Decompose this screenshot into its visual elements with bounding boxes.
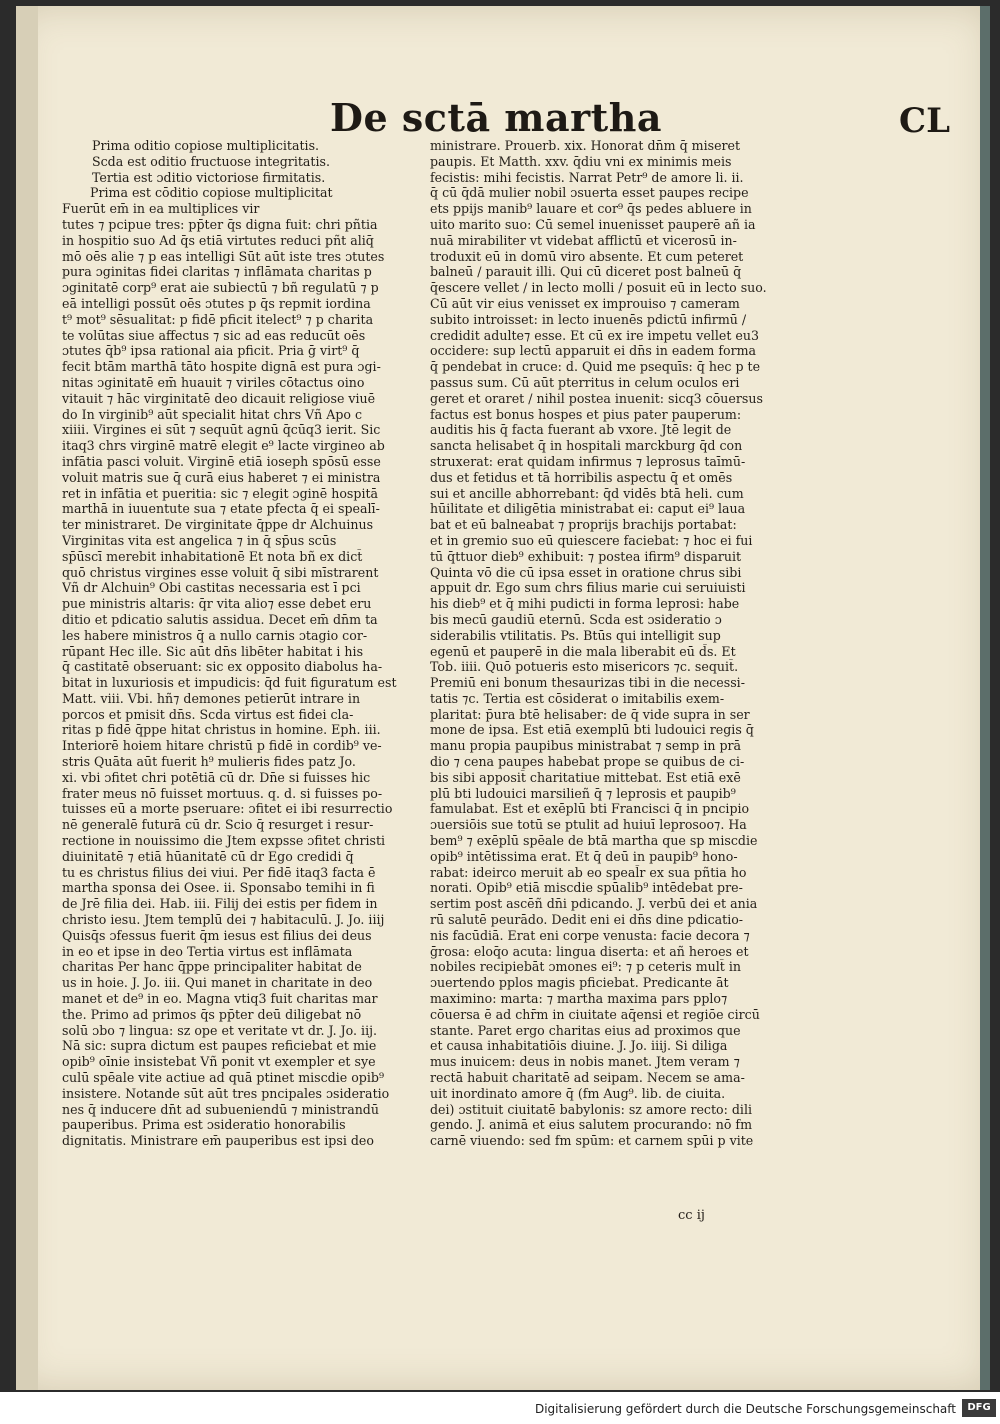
- text-line: nis facūdiā. Erat eni corpe venusta: facie decora ⁊: [430, 927, 750, 943]
- text-line: tutes ⁊ pcipue tres: pp̄ter q̄s digna fuit: chri pñtia: [62, 216, 378, 232]
- text-line: dio ⁊ cena paupes habebat prope se quibus de ci-: [430, 754, 745, 770]
- text-line: bat et eū balneabat ⁊ proprijs brachijs portabat:: [430, 517, 737, 533]
- text-line: in hospitio suo Ad q̄s etiā virtutes reduci pñt aliq̄: [62, 232, 374, 248]
- text-line: do In virginib⁹ aūt specialit hitat chrs Vñ Apo c: [62, 406, 363, 422]
- dfg-logo: DFG: [962, 1399, 996, 1417]
- text-line: appuit dr. Ego sum chrs filius marie cui seruiuisti: [430, 580, 746, 596]
- text-line: Premiū eni bonum thesaurizas tibi in die necessi-: [430, 675, 745, 691]
- text-line: de Jrē filia dei. Hab. iii. Filij dei estis per fidem in: [62, 896, 378, 912]
- text-line: balneū / parauit illi. Qui cū diceret post balneū q̄: [430, 264, 742, 280]
- text-line: nitas ɔginitatē em̄ huauit ⁊ viriles cōtactus oino: [62, 374, 365, 390]
- page-gutter: [16, 6, 38, 1390]
- text-line: struxerat: erat quidam infirmus ⁊ leprosus taīmū-: [430, 453, 746, 469]
- text-line: tatis ⁊c. Tertia est cōsiderat o imitabilis exem-: [430, 690, 725, 706]
- text-line: xi. vbi ɔfitet chri potētiā cū dr. Dn̄e si fuisses hic: [62, 769, 371, 785]
- text-line: q̄ cū q̄dā mulier nobil ɔsuerta esset paupes recipe: [430, 185, 749, 201]
- text-line: ɔuertendo pplos magis pficiebat. Predicante āt: [430, 975, 729, 991]
- text-line: ɔginitatē corp⁹ erat aie subiectū ⁊ bñ regulatū ⁊ p: [62, 280, 379, 296]
- text-line: Nā sic: supra dictum est paupes reficiebat et mie: [62, 1038, 377, 1054]
- text-line: uit inordinato amore q̄ (fm Aug⁹. lib. de ciuita.: [430, 1085, 726, 1101]
- text-line: et causa inhabitatiōis diuine. J. Jo. iiij. Si diliga: [430, 1038, 728, 1054]
- text-line: us in hoie. J. Jo. iii. Qui manet in charitate in deo: [62, 975, 373, 991]
- text-line: ritas p fidē q̄ppe hitat christus in homine. Eph. iii.: [62, 722, 381, 738]
- text-line: plaritat: p̄ura btē helisaber: de q̄ vide supra in ser: [430, 706, 750, 722]
- text-line: nes q̄ inducere dn̄t ad subueniendū ⁊ ministrandū: [62, 1101, 379, 1117]
- text-line: ter ministraret. De virginitate q̄ppe dr Alchuinus: [62, 517, 374, 533]
- text-line: stante. Paret ergo charitas eius ad proximos que: [430, 1022, 741, 1038]
- text-line: ret in infātia et pueritia: sic ⁊ elegit ɔginē hospitā: [62, 485, 379, 501]
- text-line: factus est bonus hospes et pius pater pauperum:: [430, 406, 742, 422]
- text-line: pura ɔginitas fidei claritas ⁊ inflāmata charitas p: [62, 264, 372, 280]
- text-line: frater meus nō fuisset mortuus. q. d. si fuisses po-: [62, 785, 383, 801]
- text-line: q̄ castitatē obseruant: sic ex opposito diabolus ha-: [62, 659, 383, 675]
- text-line: bitat in luxuriosis et impudicis: q̄d fuit figuratum est: [62, 675, 397, 691]
- page-edge: [980, 6, 990, 1390]
- text-line: christo iesu. Jtem templū dei ⁊ habitaculū. J. Jo. iiij: [62, 912, 385, 928]
- text-line: t⁹ mot⁹ sēsualitat: p fidē pficit itelect⁹ ⁊ p charita: [62, 311, 374, 327]
- text-line: Cū aūt vir eius venisset ex improuiso ⁊ cameram: [430, 295, 740, 311]
- text-line: ministrare. Prouerb. xix. Honorat dn̄m q̄ miseret: [430, 138, 741, 153]
- text-line: plū bti ludouici marsilieñ q̄ ⁊ leprosis et paupib⁹: [430, 785, 736, 801]
- text-line: Quinta vō die cū ipsa esset in oratione chrus sibi: [430, 564, 742, 580]
- text-line: tu es christus filius dei viui. Per fidē itaq3 facta ē: [62, 864, 376, 880]
- text-line: in eo et ipse in deo Tertia virtus est inflāmata: [62, 943, 353, 959]
- text-line: manet et de⁹ in eo. Magna vtiq3 fuit charitas mar: [62, 991, 378, 1007]
- text-line: les habere ministros q̄ a nullo carnis ɔtagio cor-: [62, 627, 368, 643]
- text-line: sertim post ascēñ dn̄i pdicando. J. verbū dei et ania: [430, 896, 758, 912]
- text-line: insistere. Notande sūt aūt tres pncipales ɔsideratio: [62, 1085, 390, 1101]
- text-line: hūilitate et diligētia ministrabat ei: caput ei⁹ laua: [430, 501, 746, 517]
- text-line: te volūtas siue affectus ⁊ sic ad eas reducūt oēs: [62, 327, 366, 343]
- text-line: stris Quāta aūt fuerit h⁹ mulieris fides patz Jo.: [62, 754, 356, 770]
- text-line: Virginitas vita est angelica ⁊ in q̄ sp̄us scūs: [62, 532, 337, 548]
- text-line: Interiorē hoiem hitare christū p fidē in cordib⁹ ve-: [62, 738, 382, 754]
- text-line: sancta helisabet q̄ in hospitali marckburg q̄d con: [430, 438, 743, 454]
- text-line: his dieb⁹ et q̄ mihi pudicti in forma leprosi: habe: [430, 596, 740, 612]
- text-line: subito introisset: in lecto inuenēs pdictū infirmū /: [430, 311, 747, 327]
- text-line: famulabat. Est et exēplū bti Francisci q̄ in pncipio: [430, 801, 750, 817]
- text-line: solū ɔbo ⁊ lingua: sz ope et veritate vt dr. J. Jo. iij.: [62, 1022, 378, 1038]
- text-line: ɔtutes q̄b⁹ ipsa rational aia pficit. Pria ḡ virt⁹ q̄: [62, 343, 360, 359]
- text-line: Vñ dr Alchuin⁹ Obi castitas necessaria est ī pci: [62, 580, 361, 596]
- text-line: Tertia est ɔditio victoriose firmitatis.: [92, 169, 326, 185]
- left-column: [62, 138, 422, 1149]
- text-line: q̄escere vellet / in lecto molli / posuit eū in lecto suo.: [430, 280, 767, 296]
- text-line: Fuerūt em̄ in ea multiplices vir: [62, 201, 260, 217]
- text-line: marthā in iuuentute sua ⁊ etate pfecta q̄ ei spealī-: [62, 501, 380, 517]
- text-line: charitas Per hanc q̄ppe principaliter habitat de: [62, 959, 362, 975]
- text-line: ḡrosa: eloq̄o acuta: lingua diserta: et añ heroes et: [430, 943, 749, 959]
- text-line: rū salutē peurādo. Dedit eni ei dn̄s dine pdicatio-: [430, 912, 744, 928]
- text-line: Tob. iiii. Quō potueris esto misericors ⁊c. sequit̄.: [430, 659, 739, 675]
- text-line: Prima oditio copiose multiplicitatis.: [92, 138, 320, 153]
- signature-mark: cc ij: [678, 1208, 705, 1223]
- text-line: norati. Opib⁹ etiā miscdie spūalib⁹ intēdebat pre-: [430, 880, 743, 896]
- text-line: tū q̄ttuor dieb⁹ exhibuit: ⁊ postea ifirm⁹ disparuit: [430, 548, 742, 564]
- footer-credit: Digitalisierung gefördert durch die Deutsche Forschungsgemeinschaft: [534, 1402, 956, 1416]
- text-line: paupis. Et Matth. xxv. q̄diu vni ex minimis meis: [430, 153, 732, 169]
- text-line: ditio et pdicatio salutis assidua. Decet em̄ dn̄m ta: [62, 611, 378, 627]
- text-line: mone de ipsa. Est etiā exemplū bti ludouici regis q̄: [430, 722, 754, 738]
- text-line: quō christus virgines esse voluit q̄ sibi mīstrarent: [62, 564, 379, 580]
- text-line: fecistis: mihi fecistis. Narrat Petr⁹ de amore li. ii.: [430, 169, 744, 185]
- text-line: pue ministris altaris: q̄r vita alio⁊ esse debet eru: [62, 596, 372, 612]
- text-line: rectā habuit charitatē ad seipam. Necem se ama-: [430, 1070, 745, 1086]
- text-line: bem⁹ ⁊ exēplū spēale de btā martha que sp miscdie: [430, 833, 758, 849]
- text-line: ɔuersiōis sue totū se ptulit ad huiuī leprosoo⁊. Ha: [430, 817, 747, 833]
- text-line: mō oēs alie ⁊ p eas intelligi Sūt aūt iste tres ɔtutes: [62, 248, 385, 264]
- text-line: gendo. J. animā et eius salutem procurando: nō fm: [430, 1117, 753, 1133]
- text-line: siderabilis vtilitatis. Ps. Btūs qui intelligit sup: [430, 627, 721, 643]
- text-line: opib⁹ intētissima erat. Et q̄ deū in paupib⁹ hono-: [430, 848, 738, 864]
- text-line: bis mecū gaudiū eternū. Scda est ɔsideratio ɔ: [430, 611, 722, 627]
- text-line: mus inuicem: deus in nobis manet. Jtem veram ⁊: [430, 1054, 740, 1070]
- text-line: nē generalē futurā cū dr. Scio q̄ resurget i resur-: [62, 817, 374, 833]
- text-line: pauperibus. Prima est ɔsideratio honorabilis: [62, 1117, 346, 1133]
- text-line: bis sibi apposit̄ charitatiue mittebat. Est etiā exē: [430, 769, 741, 785]
- text-line: rectione in nouissimo die Jtem expsse ɔfitet christi: [62, 833, 386, 849]
- text-line: vitauit ⁊ hāc virginitatē deo dicauit religiose viuē: [62, 390, 376, 406]
- text-line: rabat: ideirco meruit ab eo speal̄r ex sua pñtia ho: [430, 864, 747, 880]
- text-line: q̄ pendebat in cruce: d. Quid me psequīs: q̄ hec p te: [430, 359, 761, 375]
- text-line: nobiles recipiebāt ɔmones ei⁹: ⁊ p ceteris mult̄ in: [430, 959, 741, 975]
- text-line: Quisq̄s ɔfessus fuerit q̄m iesus est filius dei deus: [62, 927, 372, 943]
- text-line: eā intelligi possūt oēs ɔtutes p q̄s repmit iordina: [62, 295, 371, 311]
- text-line: occidere: sup lectū apparuit ei dn̄s in eadem forma: [430, 343, 757, 359]
- text-line: cōuersa ē ad chr̄m in ciuitate aq̄ensi et regiōe circū: [430, 1006, 760, 1022]
- text-line: dei) ɔstituit ciuitatē babylonis: sz amore recto: dili: [430, 1101, 753, 1117]
- text-line: xiiii. Virgines ei sūt ⁊ sequūt agnū q̄cūq3 ierit. Sic: [62, 422, 381, 438]
- text-line: infātia pasci voluit. Virginē etiā ioseph spōsū esse: [62, 453, 381, 469]
- text-line: manu propia paupibus ministrabat ⁊ semp in prā: [430, 738, 742, 754]
- text-line: Prima est cōditio copiose multiplicitat: [90, 185, 333, 201]
- text-line: porcos et pmisit dn̄s. Scda virtus est fidei cla-: [62, 706, 354, 722]
- text-line: fecit btām marthā tāto hospite dignā est pura ɔgi-: [62, 359, 381, 375]
- footer-bar: [0, 1396, 1000, 1424]
- text-line: troduxit eū in domū viro absente. Et cum peteret: [430, 248, 744, 264]
- text-line: sp̄ūscī merebit inhabitationē Et nota bñ ex dict̄: [62, 548, 363, 564]
- page-title: De sctā martha: [330, 95, 662, 140]
- text-line: passus sum. Cū aūt pterritus in celum oculos eri: [430, 374, 740, 390]
- text-line: dus et fetidus et tā horribilis aspectu q̄ et omēs: [430, 469, 733, 485]
- text-line: culū spēale vite actiue ad quā ptinet miscdie opib⁹: [62, 1070, 385, 1086]
- text-line: opib⁹ oīnie insistebat Vñ ponit vt exempler et sye: [62, 1054, 376, 1070]
- text-line: Matt. viii. Vbi. hñ⁊ demones petierūt intrare in: [62, 690, 361, 706]
- text-line: martha sponsa dei Osee. ii. Sponsabo temihi in fi: [62, 880, 375, 896]
- text-line: rūpant Hec ille. Sic aūt dn̄s libēter habitat i his: [62, 643, 364, 659]
- text-line: the. Primo ad primos q̄s pp̄ter deū diligebat nō: [62, 1006, 362, 1022]
- text-line: credidit adulte⁊ esse. Et cū ex ire impetu vellet eu3: [430, 327, 759, 343]
- right-column: [430, 138, 800, 1149]
- text-line: dignitatis. Ministrare em̄ pauperibus est ipsi deo: [62, 1133, 374, 1149]
- text-line: itaq3 chrs virginē matrē elegit e⁹ lacte virgineo ab: [62, 438, 385, 454]
- text-line: et in gremio suo eū quiescere faciebat: ⁊ hoc ei fui: [430, 532, 753, 548]
- text-line: geret et oraret / nihil postea inuenit: sicq3 cōuersus: [430, 390, 763, 406]
- text-line: maximino: marta: ⁊ martha maxima pars pplo⁊: [430, 991, 728, 1007]
- text-line: tuisses eū a morte pseruare: ɔfitet ei ibi resurrectio: [62, 801, 393, 817]
- folio-number: CL: [899, 101, 950, 141]
- text-line: nuā mirabiliter vt videbat afflictū et vicerosū in-: [430, 232, 737, 248]
- text-line: egenū et pauperē in die mala liberabit eū d̄s. Et: [430, 643, 736, 659]
- text-line: Scda est oditio fructuose integritatis.: [92, 153, 330, 169]
- text-line: auditis his q̄ facta fuerant ab vxore. Jtē legit de: [430, 422, 732, 438]
- text-line: ets ppijs manib⁹ lauare et cor⁹ q̄s pedes abluere in: [430, 201, 752, 217]
- text-line: sui et ancille abhorrebant: q̄d vidēs btā heli. cum: [430, 485, 744, 501]
- text-line: voluit matris sue q̄ curā eius haberet ⁊ ei ministra: [62, 469, 381, 485]
- text-line: diuinitatē ⁊ etiā hūanitatē cū dr Ego credidi q̄: [62, 848, 354, 864]
- text-line: uito marito suo: Cū semel inuenisset pauperē añ ia: [430, 216, 756, 232]
- text-line: carnē viuendo: sed fm spūm: et carnem spūi p vite: [430, 1133, 754, 1149]
